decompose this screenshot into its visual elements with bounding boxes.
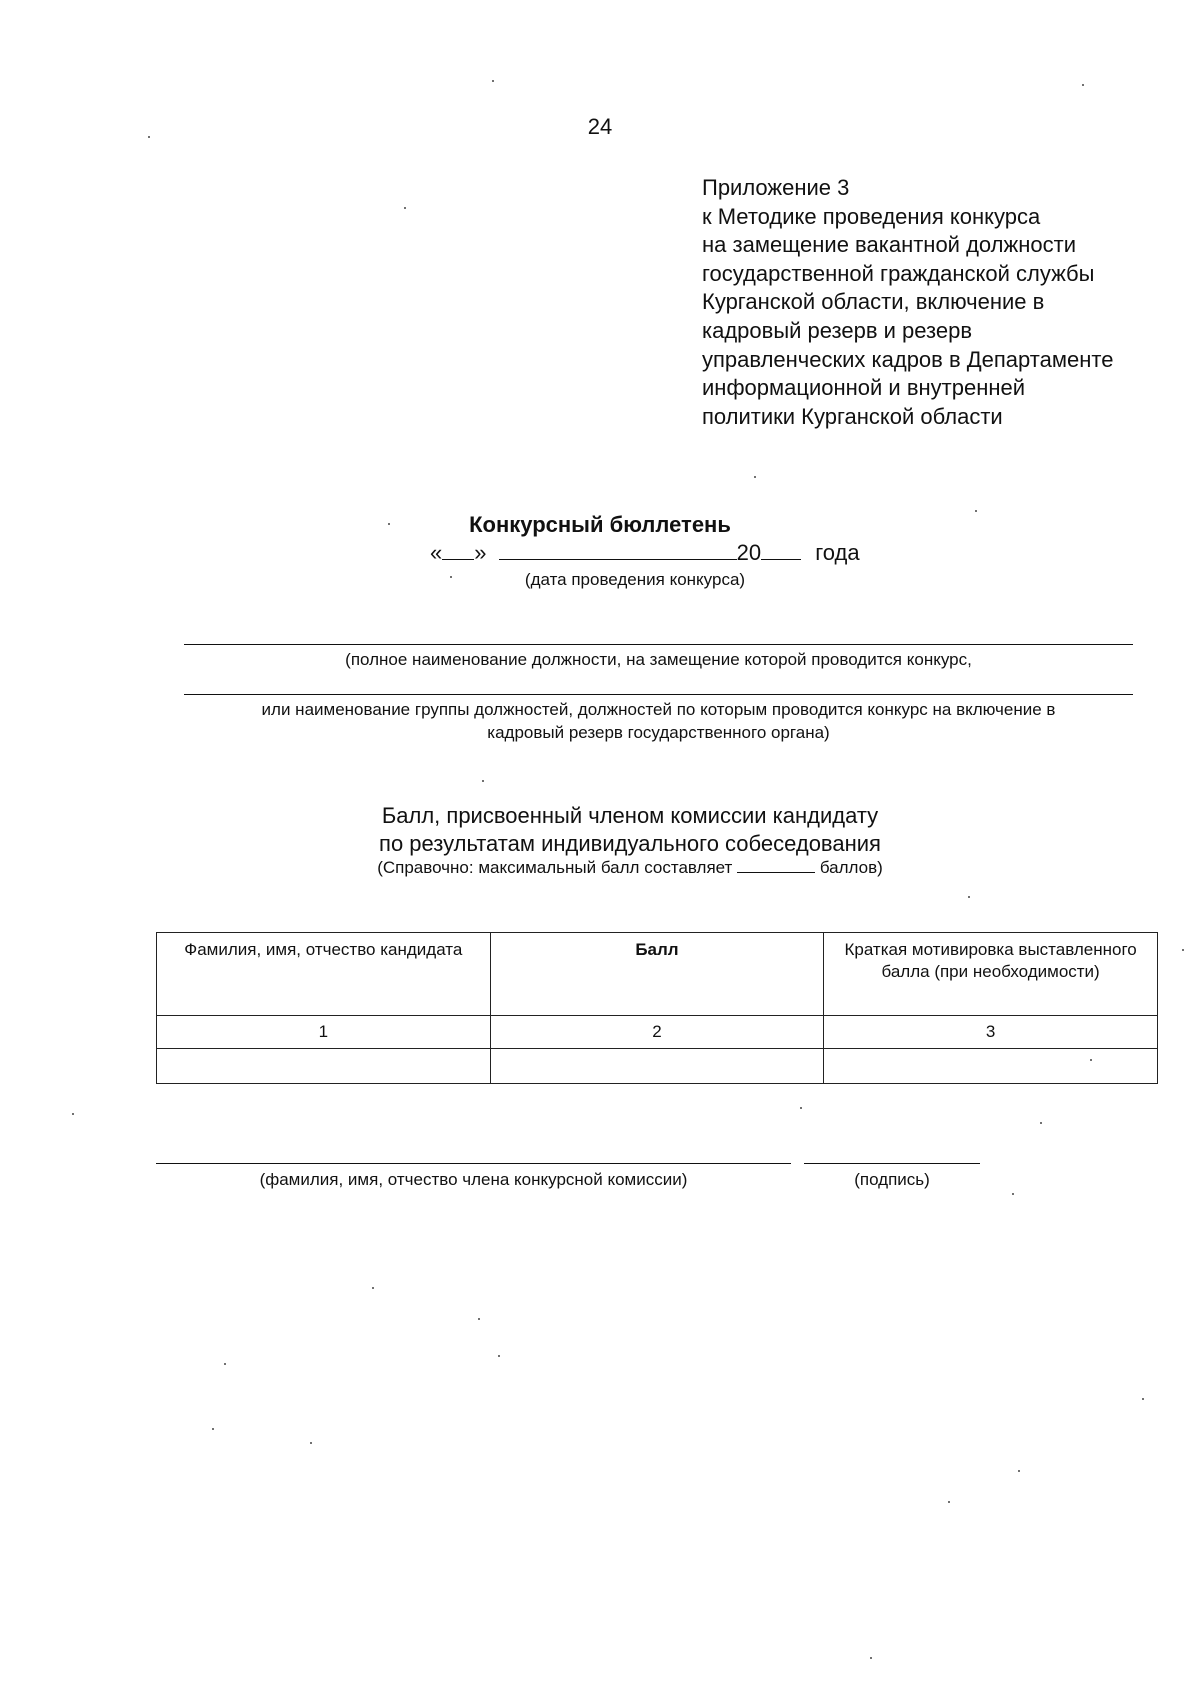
- column-number: 1: [157, 1016, 491, 1049]
- page-number: 24: [587, 114, 613, 139]
- column-number: 2: [490, 1016, 824, 1049]
- appendix-line: Курганской области, включение в: [702, 289, 1045, 315]
- score-cell: [490, 1049, 824, 1084]
- header-motivation: Краткая мотивировка выставленного балла (при необходимости): [824, 933, 1158, 1016]
- table-row: [157, 1049, 1158, 1084]
- score-table: [156, 932, 1158, 1084]
- appendix-line: к Методике проведения конкурса: [702, 203, 1041, 229]
- ballot-title: Конкурсный бюллетень: [469, 512, 731, 537]
- position-caption-1: (полное наименование должности, на замещение которой проводится конкурс,: [345, 650, 972, 669]
- appendix-line: государственной гражданской службы: [702, 260, 1095, 286]
- member-name-caption: (фамилия, имя, отчество члена конкурсной комиссии): [259, 1170, 688, 1189]
- appendix-line: управленческих кадров в Департаменте: [702, 346, 1114, 372]
- appendix-line: Приложение 3: [702, 175, 850, 200]
- date-field: [430, 540, 860, 566]
- date-close-quote: »: [474, 540, 487, 565]
- member-name-line: [156, 1163, 791, 1164]
- position-caption-3: кадровый резерв государственного органа): [487, 723, 830, 742]
- table-header-row: [157, 933, 1158, 1016]
- max-score-note: [0, 858, 1200, 878]
- appendix-block: [702, 174, 1172, 431]
- column-number: 3: [824, 1016, 1158, 1049]
- max-score-prefix: (Справочно: максимальный балл составляет: [377, 858, 733, 877]
- date-open-quote: «: [430, 540, 443, 565]
- month-blank: [499, 541, 737, 560]
- score-heading: [0, 802, 1200, 858]
- candidate-name-cell: [157, 1049, 491, 1084]
- date-year-prefix: 20: [736, 540, 762, 565]
- day-blank: [442, 541, 474, 560]
- max-score-suffix: баллов): [819, 858, 883, 877]
- appendix-line: информационной и внутренней: [702, 375, 1026, 401]
- position-group-line: [184, 694, 1133, 695]
- header-score: Балл: [490, 933, 824, 1016]
- position-name-line: [184, 644, 1133, 645]
- date-caption: (дата проведения конкурса): [524, 570, 746, 589]
- table-number-row: [157, 1016, 1158, 1049]
- position-caption-2: или наименование группы должностей, должностей по которым проводится конкурс на включение в: [261, 700, 1056, 719]
- score-heading-line-1: Балл, присвоенный членом комиссии кандидату: [381, 803, 879, 828]
- header-candidate-name: Фамилия, имя, отчество кандидата: [157, 933, 491, 1016]
- signature-caption: (подпись): [854, 1170, 930, 1189]
- date-suffix: года: [815, 540, 860, 565]
- signature-line: [804, 1163, 980, 1164]
- appendix-line: кадровый резерв и резерв: [702, 317, 973, 343]
- year-blank: [761, 541, 801, 560]
- max-score-blank: [737, 858, 815, 873]
- score-heading-line-2: по результатам индивидуального собеседования: [379, 831, 881, 856]
- appendix-line: политики Курганской области: [702, 403, 1003, 429]
- appendix-line: на замещение вакантной должности: [702, 232, 1076, 258]
- motivation-cell: [824, 1049, 1158, 1084]
